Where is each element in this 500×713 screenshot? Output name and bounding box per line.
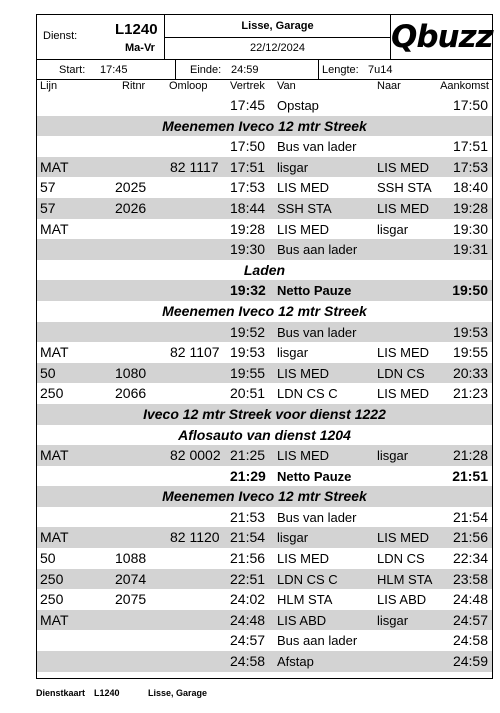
cell-aankomst: 19:31 [452, 241, 488, 258]
dienst-label: Dienst: [43, 30, 78, 42]
cell-vertrek: 17:50 [230, 138, 266, 155]
section-title-row [37, 301, 492, 322]
col-naar: Naar [377, 80, 401, 92]
cell-naar: SSH STA [377, 180, 432, 196]
table-row [37, 589, 492, 610]
cell-aankomst: 19:55 [452, 344, 488, 361]
table-row [37, 136, 492, 157]
table-row [37, 527, 492, 548]
table-row [37, 507, 492, 528]
duty-table [37, 95, 492, 672]
cell-lijn: 57 [40, 199, 56, 216]
cell-aankomst: 24:48 [452, 591, 488, 608]
cell-lijn: 250 [40, 591, 64, 608]
table-row [37, 95, 492, 116]
cell-vertrek: 19:28 [230, 220, 266, 237]
cell-vertrek: 19:32 [230, 282, 266, 299]
cell-aankomst: 22:34 [452, 550, 488, 567]
table-row [37, 157, 492, 178]
cell-naar: LDN CS [377, 365, 425, 381]
section-title: Laden [243, 261, 286, 278]
footer-location: Lisse, Garage [148, 688, 208, 698]
cell-naar: HLM STA [377, 571, 433, 587]
cell-aankomst: 21:28 [452, 447, 488, 464]
cell-van: Netto Pauze [277, 468, 352, 484]
cell-lijn: MAT [40, 344, 69, 361]
cell-vertrek: 19:55 [230, 364, 266, 381]
cell-van: Bus van lader [277, 324, 357, 340]
cell-van: Opstap [277, 98, 319, 113]
table-row [37, 342, 492, 363]
cell-ritnr: 2025 [115, 179, 147, 196]
section-title-row [37, 116, 492, 137]
date: 22/12/2024 [249, 42, 306, 54]
cell-ritnr: 2075 [115, 591, 147, 608]
cell-aankomst: 21:23 [452, 385, 488, 402]
cell-lijn: 250 [40, 385, 64, 402]
cell-lijn: 250 [40, 570, 64, 587]
col-aankomst: Aankomst [440, 80, 489, 92]
footer-dienst: L1240 [94, 688, 120, 698]
cell-vertrek: 21:53 [230, 508, 266, 525]
cell-naar: LIS MED [377, 386, 430, 402]
cell-van: Bus van lader [277, 139, 357, 155]
cell-vertrek: 24:57 [230, 632, 266, 649]
einde-time: 24:59 [231, 64, 259, 76]
cell-van: Afstap [277, 654, 314, 670]
section-title: Meenemen Iveco 12 mtr Streek [162, 117, 367, 134]
qbuzz-logo: Qbuzz [391, 19, 493, 55]
table-row [37, 363, 492, 384]
lengte-value: 7u14 [368, 64, 393, 76]
cell-van: LDN CS C [277, 571, 338, 587]
cell-ritnr: 2066 [115, 385, 147, 402]
cell-lijn: 57 [40, 179, 56, 196]
footer-label: Dienstkaart [36, 688, 86, 698]
cell-omloop: 82 1120 [170, 529, 220, 546]
section-title: Aflosauto van dienst 1204 [178, 426, 351, 443]
table-row [37, 569, 492, 590]
pause-row [37, 466, 492, 487]
einde-label: Einde: [190, 64, 222, 76]
cell-vertrek: 17:51 [230, 158, 266, 175]
col-vertrek: Vertrek [230, 80, 265, 92]
cell-lijn: MAT [40, 529, 69, 546]
cell-aankomst: 24:59 [452, 653, 488, 670]
cell-aankomst: 23:58 [452, 570, 488, 587]
cell-van: Bus van lader [277, 509, 357, 525]
cell-naar: LIS MED [377, 530, 430, 546]
cell-ritnr: 1088 [115, 550, 147, 567]
cell-naar: LIS MED [377, 159, 430, 175]
cell-aankomst: 21:56 [452, 529, 488, 546]
cell-vertrek: 24:02 [230, 591, 266, 608]
cell-vertrek: 17:45 [230, 97, 266, 113]
table-row [37, 445, 492, 466]
pause-row [37, 280, 492, 301]
cell-aankomst: 20:33 [452, 364, 488, 381]
cell-vertrek: 21:29 [230, 467, 266, 484]
section-title-row [37, 486, 492, 507]
cell-van: LIS MED [277, 448, 330, 464]
table-row [37, 322, 492, 343]
cell-vertrek: 17:53 [230, 179, 266, 196]
cell-lijn: 50 [40, 364, 56, 381]
cell-vertrek: 19:53 [230, 344, 266, 361]
duty-card [36, 14, 493, 679]
section-title-row [37, 425, 492, 446]
cell-lijn: 50 [40, 550, 56, 567]
cell-vertrek: 20:51 [230, 385, 266, 402]
cell-naar: lisgar [377, 448, 409, 464]
cell-aankomst: 21:54 [452, 508, 488, 525]
cell-van: LIS MED [277, 221, 330, 237]
cell-aankomst: 17:50 [452, 97, 488, 113]
cell-van: LIS MED [277, 180, 330, 196]
cell-vertrek: 21:56 [230, 550, 266, 567]
table-row [37, 239, 492, 260]
cell-van: LDN CS C [277, 386, 338, 402]
cell-naar: LDN CS [377, 551, 425, 567]
cell-aankomst: 24:57 [452, 611, 488, 628]
cell-aankomst: 19:28 [452, 199, 488, 216]
table-row [37, 651, 492, 672]
dienst-number: L1240 [115, 21, 158, 38]
cell-omloop: 82 1117 [170, 158, 219, 175]
location: Lisse, Garage [165, 15, 390, 38]
cell-van: Bus aan lader [277, 242, 358, 258]
cell-aankomst: 17:53 [452, 158, 488, 175]
cell-naar: LIS ABD [377, 592, 427, 608]
cell-vertrek: 24:58 [230, 653, 266, 670]
section-title-row [37, 404, 492, 425]
table-row [37, 198, 492, 219]
col-omloop: Omloop [169, 80, 208, 92]
cell-van: HLM STA [277, 592, 333, 608]
cell-van: LIS ABD [277, 612, 327, 628]
cell-ritnr: 2074 [115, 570, 147, 587]
col-ritnr: Ritnr [122, 80, 146, 92]
cell-lijn: MAT [40, 447, 69, 464]
times-row [37, 60, 492, 79]
divider [175, 60, 176, 79]
cell-vertrek: 18:44 [230, 199, 266, 216]
cell-naar: lisgar [377, 221, 409, 237]
cell-van: SSH STA [277, 200, 332, 216]
cell-aankomst: 19:53 [452, 323, 488, 340]
section-title-row [37, 260, 492, 281]
dienst-days: Ma-Vr [125, 42, 155, 54]
cell-lijn: MAT [40, 158, 69, 175]
cell-vertrek: 21:25 [230, 447, 266, 464]
cell-vertrek: 24:48 [230, 611, 266, 628]
cell-omloop: 82 1107 [170, 344, 220, 361]
lengte-label: Lengte: [322, 64, 359, 76]
section-title: Meenemen Iveco 12 mtr Streek [162, 488, 367, 505]
cell-ritnr: 1080 [115, 364, 147, 381]
col-lijn: Lijn [40, 80, 58, 92]
cell-vertrek: 19:30 [230, 241, 266, 258]
table-row [37, 383, 492, 404]
cell-naar: LIS MED [377, 345, 430, 361]
cell-aankomst: 21:51 [452, 467, 488, 484]
cell-omloop: 82 0002 [170, 447, 221, 464]
table-row [37, 548, 492, 569]
cell-lijn: MAT [40, 220, 69, 237]
cell-naar: lisgar [377, 612, 409, 628]
cell-aankomst: 17:51 [452, 138, 488, 155]
cell-vertrek: 21:54 [230, 529, 266, 546]
cell-van: Bus aan lader [277, 633, 358, 649]
cell-naar: LIS MED [377, 200, 430, 216]
col-van: Van [277, 80, 296, 92]
column-headers [37, 80, 492, 94]
cell-lijn: MAT [40, 611, 69, 628]
table-row [37, 630, 492, 651]
cell-van: lisgar [277, 159, 309, 175]
cell-van: Netto Pauze [277, 283, 352, 299]
cell-van: LIS MED [277, 365, 330, 381]
divider [318, 60, 319, 79]
table-row [37, 610, 492, 631]
cell-van: lisgar [277, 530, 309, 546]
cell-van: LIS MED [277, 551, 330, 567]
cell-aankomst: 19:30 [452, 220, 488, 237]
section-title: Meenemen Iveco 12 mtr Streek [162, 302, 367, 319]
start-label: Start: [59, 64, 86, 76]
cell-van: lisgar [277, 345, 309, 361]
card-header [37, 15, 492, 60]
table-row [37, 177, 492, 198]
start-time: 17:45 [100, 64, 128, 76]
cell-aankomst: 18:40 [452, 179, 488, 196]
table-row [37, 219, 492, 240]
cell-aankomst: 24:58 [452, 632, 488, 649]
section-title: Iveco 12 mtr Streek voor dienst 1222 [143, 405, 386, 422]
cell-vertrek: 22:51 [230, 570, 266, 587]
cell-aankomst: 19:50 [452, 282, 488, 299]
cell-ritnr: 2026 [115, 199, 147, 216]
cell-vertrek: 19:52 [230, 323, 266, 340]
